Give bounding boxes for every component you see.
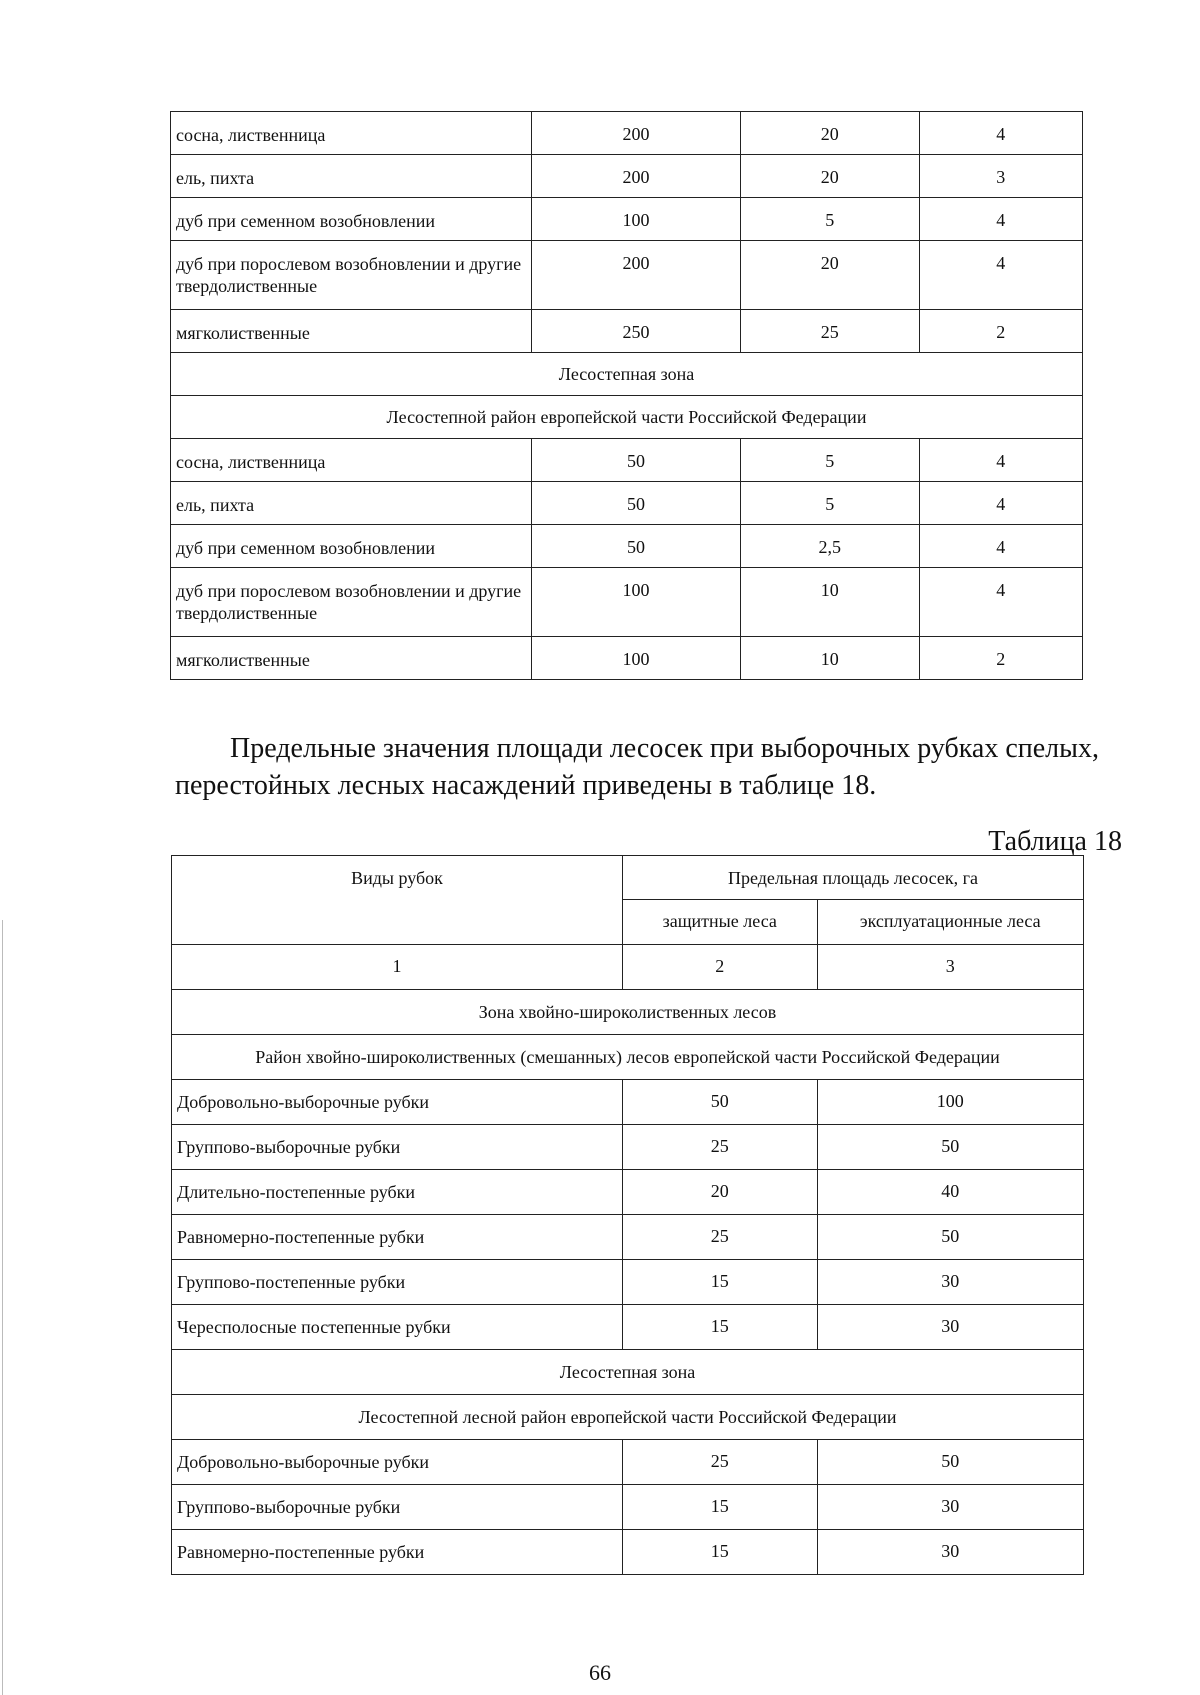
table-row — [172, 1530, 1084, 1575]
header-exploitation-forests: эксплуатационные леса — [817, 900, 1083, 945]
species-cell: ель, пихта — [171, 155, 532, 198]
species-cell: сосна, лиственница — [171, 439, 532, 482]
protective-value-cell: 50 — [622, 1080, 817, 1125]
value-cell: 10 — [741, 568, 919, 637]
header-column-number-3: 3 — [817, 945, 1083, 990]
value-cell: 25 — [741, 310, 919, 353]
value-cell: 4 — [919, 525, 1083, 568]
exploitation-value-cell: 30 — [817, 1485, 1083, 1530]
value-cell: 4 — [919, 112, 1083, 155]
table-18-caption: Таблица 18 — [988, 826, 1122, 857]
value-cell: 100 — [531, 637, 740, 680]
intro-paragraph: Предельные значения площади лесосек при выборочных рубках спелых, перестойных лесных насаждений приведены в таблице 18. — [175, 733, 1099, 801]
value-cell: 100 — [531, 198, 740, 241]
value-cell: 50 — [531, 482, 740, 525]
exploitation-value-cell: 30 — [817, 1530, 1083, 1575]
species-cell: ель, пихта — [171, 482, 532, 525]
value-cell: 2 — [919, 310, 1083, 353]
protective-value-cell: 15 — [622, 1305, 817, 1350]
table-row — [172, 1260, 1084, 1305]
value-cell: 20 — [741, 155, 919, 198]
species-cell: мягколиственные — [171, 310, 532, 353]
value-cell: 3 — [919, 155, 1083, 198]
scan-margin-line — [2, 920, 3, 1695]
cutting-type-cell: Длительно-постепенные рубки — [172, 1170, 623, 1215]
zone-row — [172, 990, 1084, 1035]
protective-value-cell: 20 — [622, 1170, 817, 1215]
zone-heading: Лесостепной лесной район европейской части Российской Федерации — [172, 1395, 1084, 1440]
table-row — [171, 310, 1083, 353]
exploitation-value-cell: 50 — [817, 1440, 1083, 1485]
zone-heading: Район хвойно-широколиственных (смешанных) лесов европейской части Российской Федерации — [172, 1035, 1084, 1080]
protective-value-cell: 15 — [622, 1485, 817, 1530]
table-18 — [171, 855, 1084, 1575]
table-row — [172, 1170, 1084, 1215]
protective-value-cell: 15 — [622, 1260, 817, 1305]
table-row — [172, 1125, 1084, 1170]
value-cell: 4 — [919, 568, 1083, 637]
zone-heading: Лесостепная зона — [172, 1350, 1084, 1395]
table-row — [172, 1080, 1084, 1125]
table-row — [172, 1485, 1084, 1530]
table-row — [171, 241, 1083, 310]
zone-row — [172, 1350, 1084, 1395]
table-row — [171, 525, 1083, 568]
table-row — [172, 1440, 1084, 1485]
zone-row — [171, 353, 1083, 396]
zone-heading: Лесостепная зона — [171, 353, 1083, 396]
value-cell: 2,5 — [741, 525, 919, 568]
exploitation-value-cell: 50 — [817, 1215, 1083, 1260]
cutting-type-cell: Добровольно-выборочные рубки — [172, 1440, 623, 1485]
header-protective-forests: защитные леса — [622, 900, 817, 945]
table-row — [171, 198, 1083, 241]
species-cell: дуб при порослевом возобновлении и другие твердолиственные — [171, 241, 532, 310]
value-cell: 10 — [741, 637, 919, 680]
protective-value-cell: 15 — [622, 1530, 817, 1575]
exploitation-value-cell: 30 — [817, 1305, 1083, 1350]
value-cell: 5 — [741, 198, 919, 241]
value-cell: 20 — [741, 241, 919, 310]
value-cell: 4 — [919, 198, 1083, 241]
exploitation-value-cell: 50 — [817, 1125, 1083, 1170]
value-cell: 4 — [919, 439, 1083, 482]
value-cell: 50 — [531, 439, 740, 482]
header-column-number-1: 1 — [172, 945, 623, 990]
protective-value-cell: 25 — [622, 1215, 817, 1260]
cutting-type-cell: Равномерно-постепенные рубки — [172, 1530, 623, 1575]
value-cell: 200 — [531, 112, 740, 155]
table-row — [172, 1215, 1084, 1260]
exploitation-value-cell: 100 — [817, 1080, 1083, 1125]
table-row — [171, 568, 1083, 637]
protective-value-cell: 25 — [622, 1125, 817, 1170]
value-cell: 50 — [531, 525, 740, 568]
value-cell: 4 — [919, 482, 1083, 525]
table-row — [171, 482, 1083, 525]
table-row — [171, 439, 1083, 482]
table-row — [171, 112, 1083, 155]
table-row — [172, 1305, 1084, 1350]
species-cell: дуб при семенном возобновлении — [171, 525, 532, 568]
value-cell: 5 — [741, 482, 919, 525]
table-row — [171, 637, 1083, 680]
zone-heading: Лесостепной район европейской части Российской Федерации — [171, 396, 1083, 439]
species-cell: мягколиственные — [171, 637, 532, 680]
value-cell: 200 — [531, 155, 740, 198]
header-column-number-2: 2 — [622, 945, 817, 990]
cutting-type-cell: Группово-выборочные рубки — [172, 1125, 623, 1170]
zone-row — [172, 1395, 1084, 1440]
page-number: 66 — [589, 1660, 611, 1685]
value-cell: 4 — [919, 241, 1083, 310]
header-cutting-types: Виды рубок — [172, 856, 623, 945]
exploitation-value-cell: 30 — [817, 1260, 1083, 1305]
cutting-type-cell: Равномерно-постепенные рубки — [172, 1215, 623, 1260]
cutting-type-cell: Добровольно-выборочные рубки — [172, 1080, 623, 1125]
species-cell: сосна, лиственница — [171, 112, 532, 155]
cutting-type-cell: Чересполосные постепенные рубки — [172, 1305, 623, 1350]
table-row — [171, 155, 1083, 198]
value-cell: 2 — [919, 637, 1083, 680]
species-cell: дуб при порослевом возобновлении и другие твердолиственные — [171, 568, 532, 637]
value-cell: 250 — [531, 310, 740, 353]
table-17-continuation — [170, 111, 1083, 680]
cutting-type-cell: Группово-постепенные рубки — [172, 1260, 623, 1305]
zone-heading: Зона хвойно-широколиственных лесов — [172, 990, 1084, 1035]
species-cell: дуб при семенном возобновлении — [171, 198, 532, 241]
value-cell: 200 — [531, 241, 740, 310]
value-cell: 20 — [741, 112, 919, 155]
protective-value-cell: 25 — [622, 1440, 817, 1485]
value-cell: 100 — [531, 568, 740, 637]
zone-row — [171, 396, 1083, 439]
zone-row — [172, 1035, 1084, 1080]
exploitation-value-cell: 40 — [817, 1170, 1083, 1215]
cutting-type-cell: Группово-выборочные рубки — [172, 1485, 623, 1530]
header-area-limit: Предельная площадь лесосек, га — [622, 856, 1083, 900]
value-cell: 5 — [741, 439, 919, 482]
